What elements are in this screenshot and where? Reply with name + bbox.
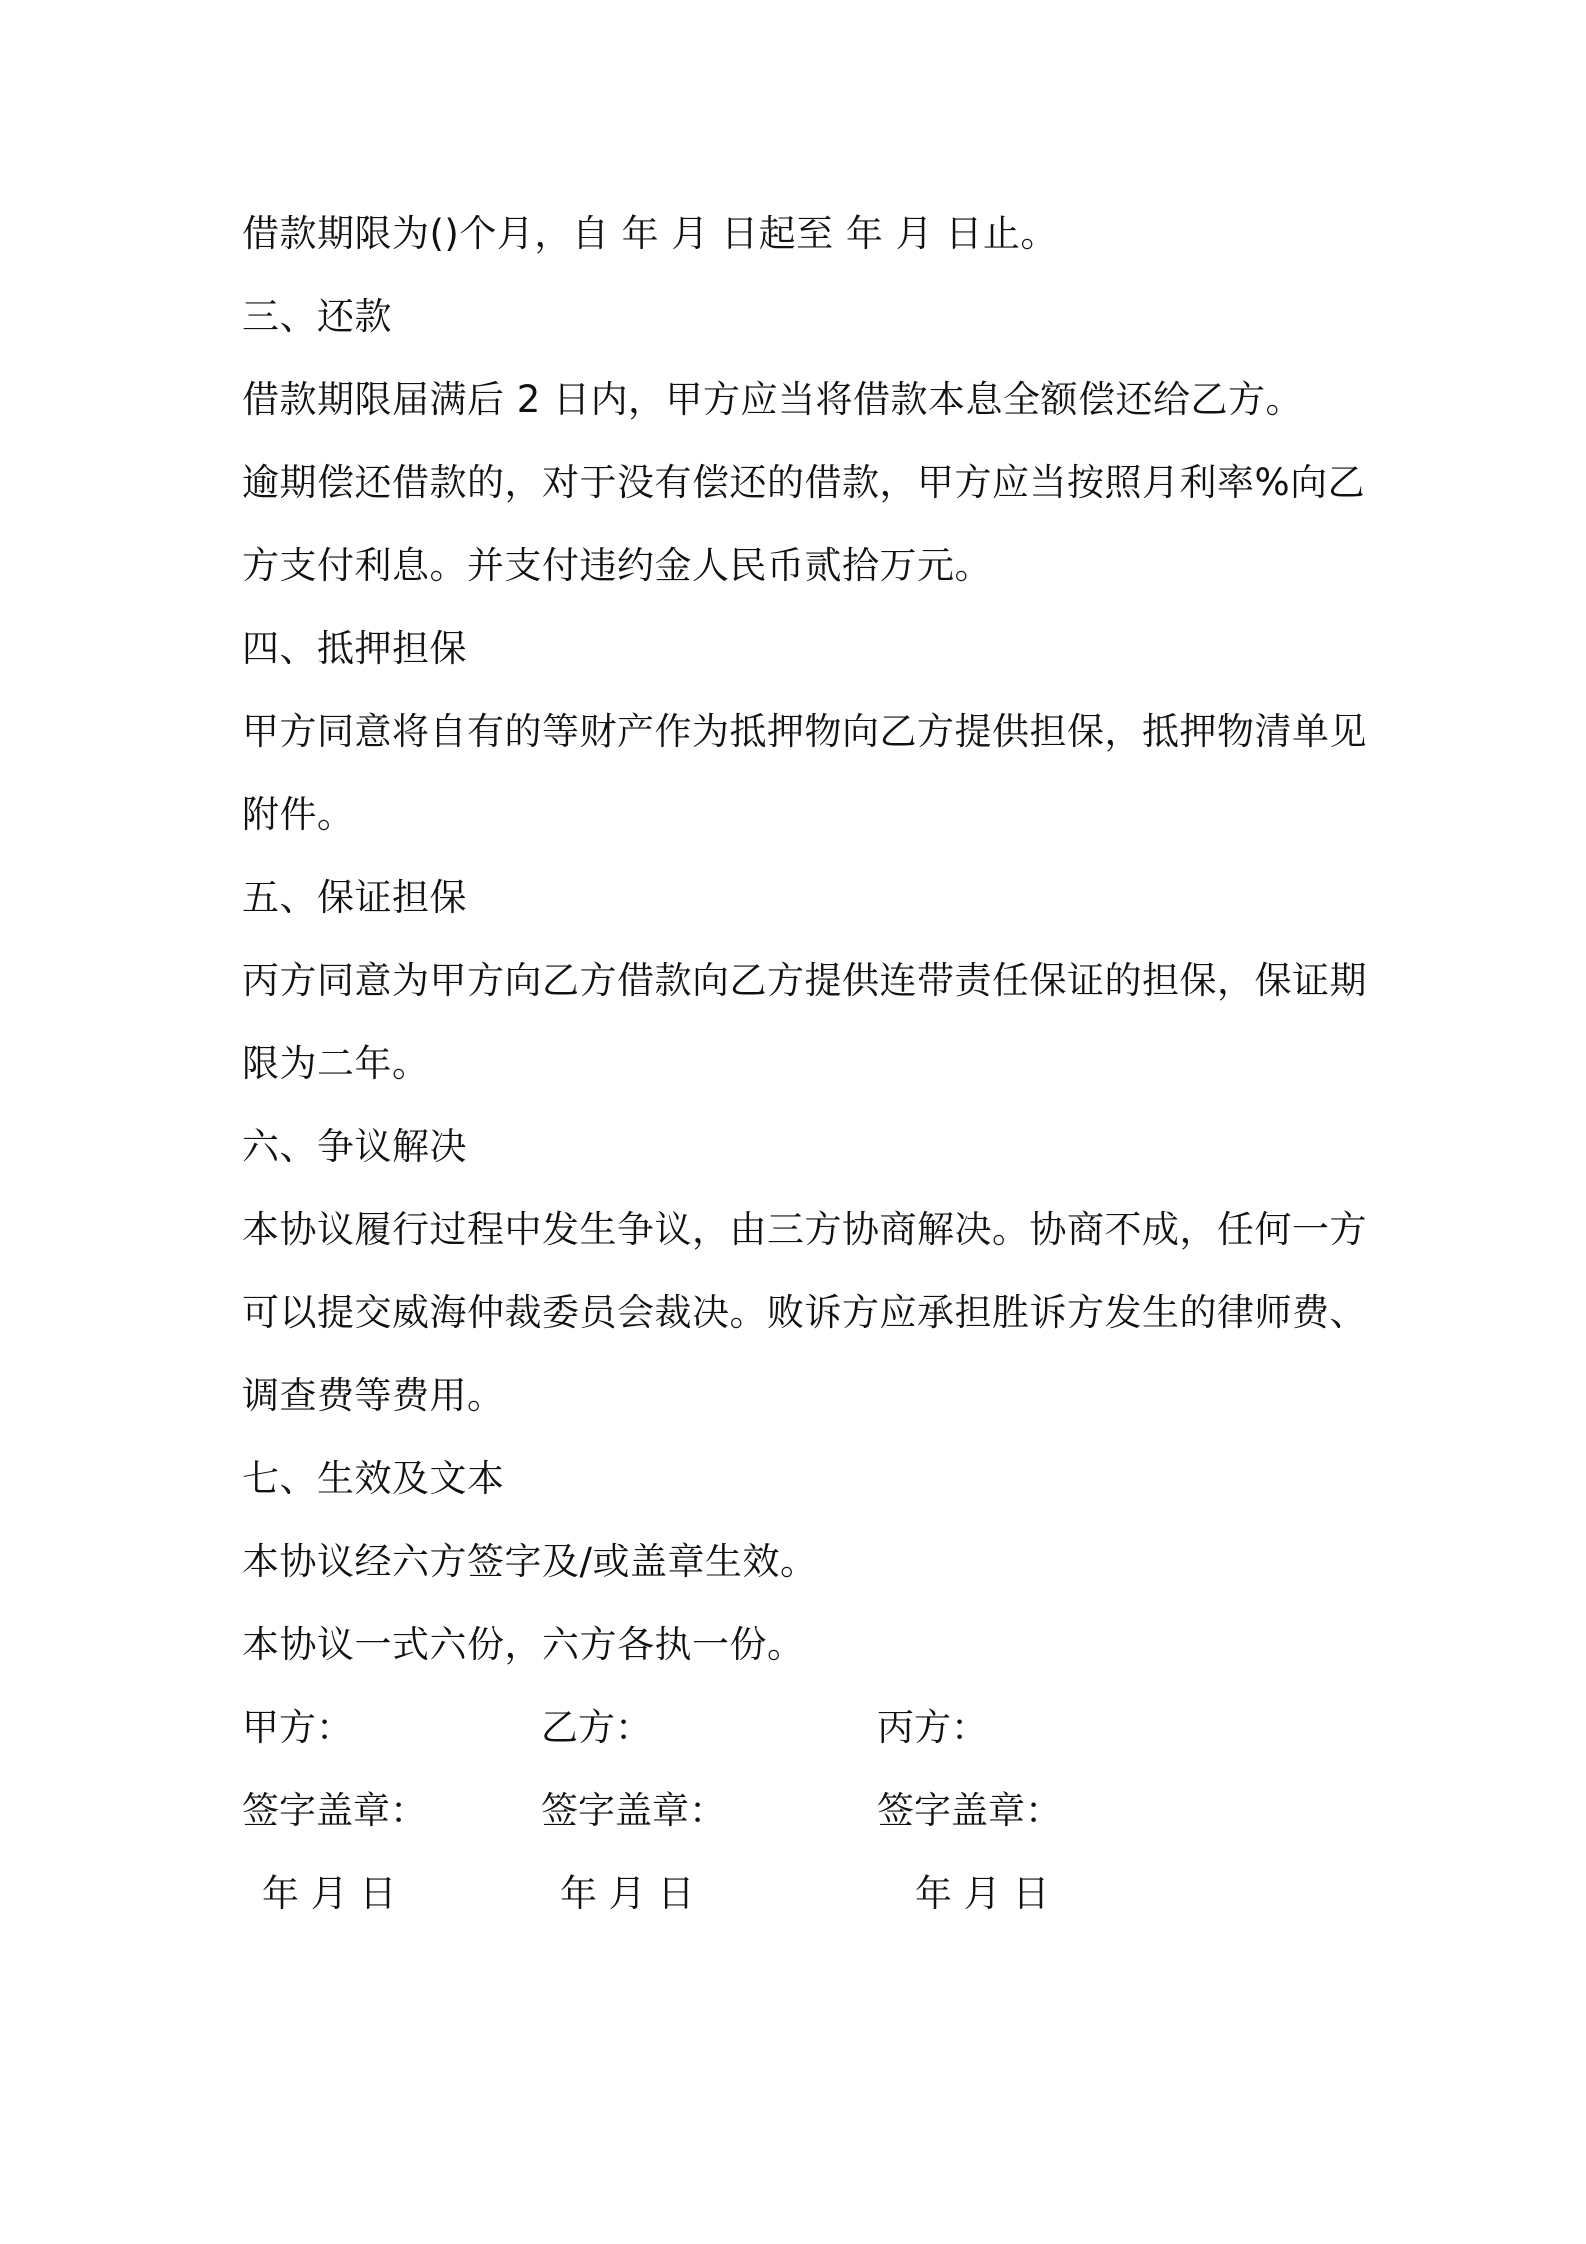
overdue-text-line: 方支付利息。并支付违约金人民币贰拾万元。 — [242, 544, 992, 587]
guarantee-text-line: 限为二年。 — [242, 1042, 430, 1085]
section-heading-repayment: 三、还款 — [242, 295, 392, 338]
party-b-signature-label: 签字盖章： — [541, 1789, 726, 1832]
section-heading-mortgage: 四、抵押担保 — [242, 627, 467, 670]
party-a-date: 年 月 日 — [262, 1872, 397, 1915]
effect-text-line: 本协议一式六份，六方各执一份。 — [242, 1623, 805, 1666]
dispute-text-line: 可以提交威海仲裁委员会裁决。败诉方应承担胜诉方发生的律师费、 — [242, 1291, 1367, 1334]
party-a-label: 甲方： — [242, 1706, 353, 1749]
party-b-label: 乙方： — [541, 1706, 652, 1749]
mortgage-text-line: 附件。 — [242, 793, 355, 836]
dispute-text-line: 本协议履行过程中发生争议，由三方协商解决。协商不成，任何一方 — [242, 1208, 1367, 1251]
party-c-label: 丙方： — [877, 1706, 988, 1749]
party-b-date: 年 月 日 — [560, 1872, 695, 1915]
mortgage-text-line: 甲方同意将自有的等财产作为抵押物向乙方提供担保，抵押物清单见 — [242, 710, 1367, 753]
party-c-date: 年 月 日 — [915, 1872, 1050, 1915]
party-a-signature-label: 签字盖章： — [242, 1789, 427, 1832]
section-heading-effect: 七、生效及文本 — [242, 1457, 505, 1500]
loan-term-line: 借款期限为()个月，自 年 月 日起至 年 月 日止。 — [242, 212, 1058, 255]
overdue-text-line: 逾期偿还借款的，对于没有偿还的借款，甲方应当按照月利率%向乙 — [242, 461, 1366, 504]
section-heading-guarantee: 五、保证担保 — [242, 876, 467, 919]
effect-text-line: 本协议经六方签字及/或盖章生效。 — [242, 1540, 818, 1583]
repayment-text-line: 借款期限届满后 2 日内，甲方应当将借款本息全额偿还给乙方。 — [242, 378, 1304, 421]
dispute-text-line: 调查费等费用。 — [242, 1374, 505, 1417]
party-c-signature-label: 签字盖章： — [877, 1789, 1062, 1832]
section-heading-dispute: 六、争议解决 — [242, 1125, 467, 1168]
guarantee-text-line: 丙方同意为甲方向乙方借款向乙方提供连带责任保证的担保，保证期 — [242, 959, 1367, 1002]
